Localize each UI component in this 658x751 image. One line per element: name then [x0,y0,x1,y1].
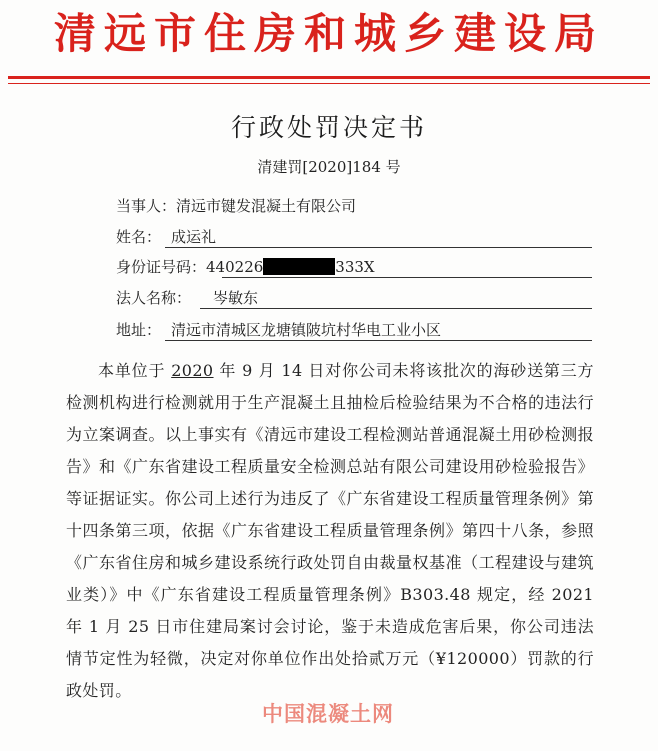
name-underline [165,247,592,248]
address-value: 清远市清城区龙塘镇陂坑村华电工业小区 [171,321,442,339]
address-underline [165,340,592,341]
id-prefix: 440226 [206,258,264,276]
legal-field [116,286,258,310]
id-field [116,255,375,279]
id-label: 身份证号码： [116,258,207,276]
body-intro: 本单位于 [98,361,166,380]
agency-masthead: 清远市住房和城乡建设局 [53,9,604,58]
id-suffix: 333X [335,258,375,276]
address-field [116,318,441,342]
document-number: 清建罚[2020]184 号 [257,158,401,176]
name-field [116,225,216,249]
body-text: 年 9 月 14 日对你公司未将该批次的海砂送第三方检测机构进行检测就用于生产混凝土且抽检后检验结果为不合格的违法行为立案调查。以上事实有《清远市建设工程检测站普通混凝土用砂检测报告》和《广东省建设工程质量安全检测总站有限公司建设用砂检验报告》等证据证实。你公司上述行为违反了《广东省建设工程质量管理条例》第十四条第三项，依据《广东省建设工程质量管理条例》第四十八条，参照《广东省住房和城乡建设系统行政处罚自由裁量权基准（工程建设与建筑业类）》中《广东省建设工程质量管理条例》B303.48 规定，经 2021 年 1 月 25 日市住建局案讨会讨论，鉴于未造成危害后果，你公司违法情节定性为轻微，决定对你单位作出处拾贰万元（¥120000）罚款的行政处罚。 [66,361,594,700]
decision-body [66,355,594,707]
site-watermark: 中国混凝土网 [262,702,394,726]
header-red-rule [8,76,650,79]
name-label: 姓名： [116,228,162,246]
legal-underline [200,308,592,309]
name-value: 成运礼 [171,228,217,246]
legal-value: 岑敏东 [213,289,259,307]
party-label: 当事人： [116,197,177,215]
body-year: 2020 [171,361,214,380]
party-field [116,194,356,218]
address-label: 地址： [116,321,162,339]
document-title: 行政处罚决定书 [230,113,427,142]
redaction-block [263,258,335,275]
header-red-rule-thin [8,83,650,84]
id-underline [222,277,592,278]
party-value: 清远市键发混凝土有限公司 [176,197,357,215]
legal-label: 法人名称： [116,289,192,307]
